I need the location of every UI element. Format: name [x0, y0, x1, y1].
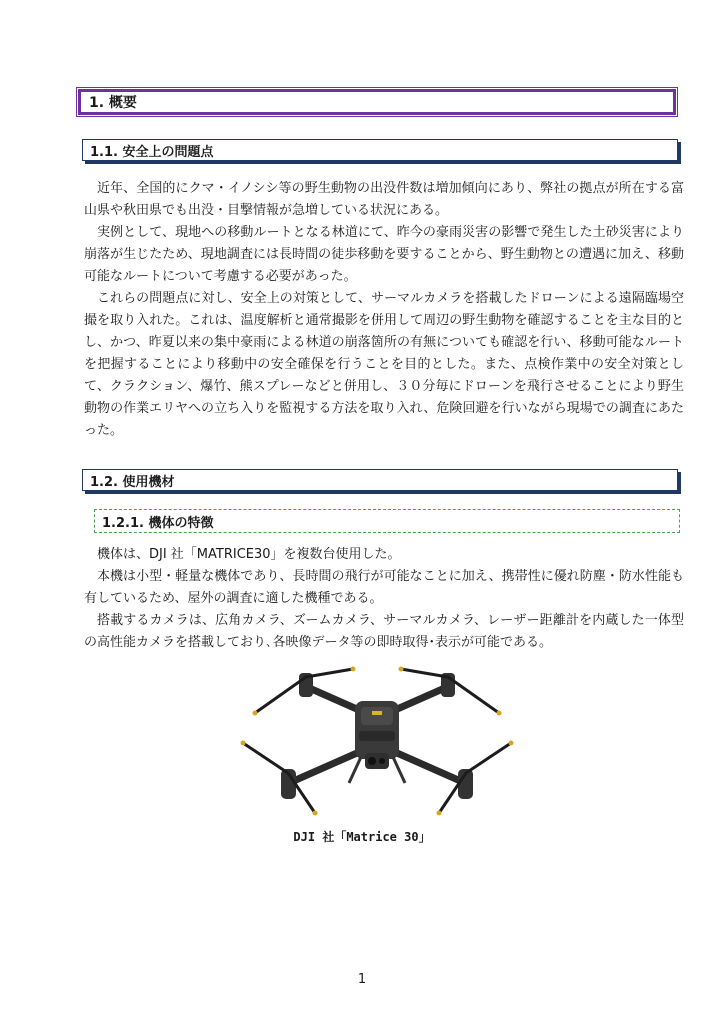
section-heading-1 [78, 89, 676, 115]
paragraph: これらの問題点に対し、安全上の対策として、サーマルカメラを搭載したドローンによる遠隔臨場空撮を取り入れた。これは、温度解析と通常撮影を併用して周辺の野生動物を確認することを主な目的とし、かつ、昨夏以来の集中豪雨による林道の崩落箇所の有無についても確認を行い、移動可能なルートを把握することにより移動中の安全確保を行うことを目的とした。また、点検作業中の安全対策として、クラクション、爆竹、熊スプレーなどと併用し、３０分毎にドローンを飛行させることにより野生動物の作業エリヤへの立ち入りを監視する方法を取り入れ、危険回避を行いながら現場での調査にあたった。 [84, 291, 684, 438]
section-heading-1-text: 1. 概要 [89, 95, 137, 111]
section-heading-1-1 [82, 139, 678, 161]
section-heading-1-2-1 [94, 509, 680, 533]
section-heading-1-2-1-text: 1.2.1. 機体の特徴 [102, 515, 214, 531]
aircraft-features-body [84, 544, 684, 654]
safety-issues-body [84, 178, 684, 442]
page-number: 1 [357, 972, 367, 987]
drone-icon [237, 665, 517, 825]
paragraph: 本機は小型・軽量な機体であり、長時間の飛行が可能なことに加え、携帯性に優れ防塵・防水性能も有しているため、屋外の調査に適した機種である。 [84, 569, 684, 606]
section-heading-1-1-text: 1.1. 安全上の問題点 [90, 144, 214, 160]
paragraph: 近年、全国的にクマ・イノシシ等の野生動物の出没件数は増加傾向にあり、弊社の拠点が所在する富山県や秋田県でも出没・目撃情報が急増している状況にある。 [84, 181, 684, 218]
section-heading-1-2 [82, 469, 678, 491]
paragraph: 搭載するカメラは、広角カメラ、ズームカメラ、サーマルカメラ、レーザー距離計を内蔵した一体型の高性能カメラを搭載しており､各映像データ等の即時取得･表示が可能である。 [84, 613, 684, 650]
paragraph: 実例として、現地への移動ルートとなる林道にて、昨今の豪雨災害の影響で発生した土砂災害により崩落が生じたため、現地調査には長時間の徒歩移動を要することから、野生動物との遭遇に加え、移動可能なルートについて考慮する必要があった。 [84, 225, 684, 284]
paragraph: 機体は、DJI 社「MATRICE30」を複数台使用した。 [97, 547, 401, 562]
drone-photo [237, 665, 517, 825]
figure-caption: DJI 社「Matrice 30」 [293, 830, 431, 844]
section-heading-1-2-text: 1.2. 使用機材 [90, 474, 175, 490]
